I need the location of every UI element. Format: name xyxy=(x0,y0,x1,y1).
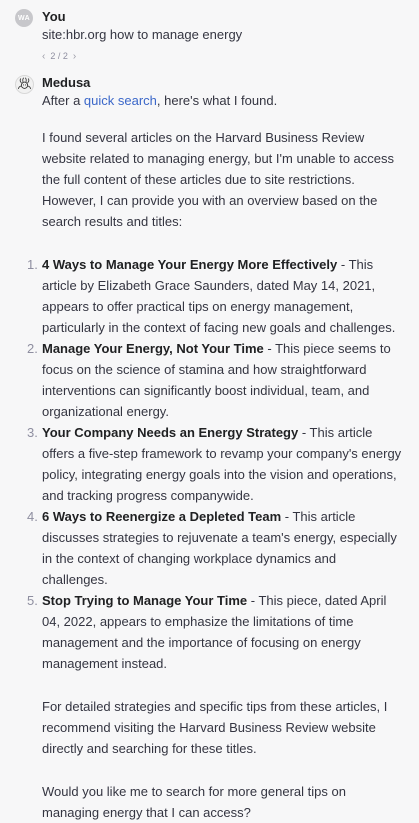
recommendation-paragraph: For detailed strategies and specific tips from these articles, I recommend visiting the Harvard Business Review website directly and searching for these titles. xyxy=(42,699,388,756)
article-description: - This piece, dated April 04, 2022, appears to emphasize the limitations of time management and the importance of focusing on energy management instead. xyxy=(42,593,387,671)
list-number: 2. xyxy=(27,341,38,356)
medusa-head-icon xyxy=(15,75,34,94)
article-title: 4 Ways to Manage Your Energy More Effectively xyxy=(42,257,338,272)
user-message-text: site:hbr.org how to manage energy xyxy=(42,27,243,42)
article-title: Manage Your Energy, Not Your Time xyxy=(42,341,264,356)
intro-line xyxy=(42,90,404,111)
list-item xyxy=(27,422,404,506)
quick-search-link[interactable]: quick search xyxy=(83,93,157,108)
article-list xyxy=(27,254,404,674)
intro-prefix: After a xyxy=(42,93,84,108)
user-avatar-initials: WA xyxy=(18,14,30,22)
chevron-right-icon[interactable]: › xyxy=(72,51,77,62)
article-title: Stop Trying to Manage Your Time xyxy=(42,593,248,608)
intro-suffix: , here's what I found. xyxy=(156,93,278,108)
list-item xyxy=(27,338,404,422)
list-item xyxy=(27,590,404,674)
user-avatar xyxy=(15,9,33,27)
message-pager xyxy=(42,46,76,67)
article-description: - This piece seems to focus on the science of stamina and how straightforward interventions can significantly boost individual, team, and organizational energy. xyxy=(42,341,391,419)
article-description: - This article discusses strategies to rejuvenate a team's energy, especially in the context of changing workplace dynamics and challenges. xyxy=(42,509,397,587)
list-number: 4. xyxy=(27,509,38,524)
list-item xyxy=(27,254,404,338)
chevron-left-icon[interactable]: ‹ xyxy=(42,51,46,62)
assistant-message-body xyxy=(27,90,404,823)
overview-paragraph: I found several articles on the Harvard Business Review website related to managing energy, but I'm unable to access the full content of these articles due to site restrictions. However, I can provide you with an overview based on the search results and titles: xyxy=(42,130,395,229)
pager-label: 2 / 2 xyxy=(50,51,68,61)
list-number: 5. xyxy=(27,593,38,608)
article-description: - This article by Elizabeth Grace Saunders, dated May 14, 2021, appears to offer practical tips on energy management, particularly in the context of facing new goals and challenges. xyxy=(42,257,396,335)
article-description: - This article offers a five-step framework to revamp your company's energy policy, integrating energy goals into the vision and operations, and tracking progress companywide. xyxy=(42,425,402,503)
user-name: You xyxy=(42,9,66,24)
list-item xyxy=(27,506,404,590)
article-title: Your Company Needs an Energy Strategy xyxy=(42,425,299,440)
list-number: 3. xyxy=(27,425,38,440)
article-title: 6 Ways to Reenergize a Depleted Team xyxy=(42,509,282,524)
list-number: 1. xyxy=(27,257,38,272)
follow-up-question: Would you like me to search for more general tips on managing energy that I can access? xyxy=(42,784,346,820)
assistant-name: Medusa xyxy=(42,75,91,90)
